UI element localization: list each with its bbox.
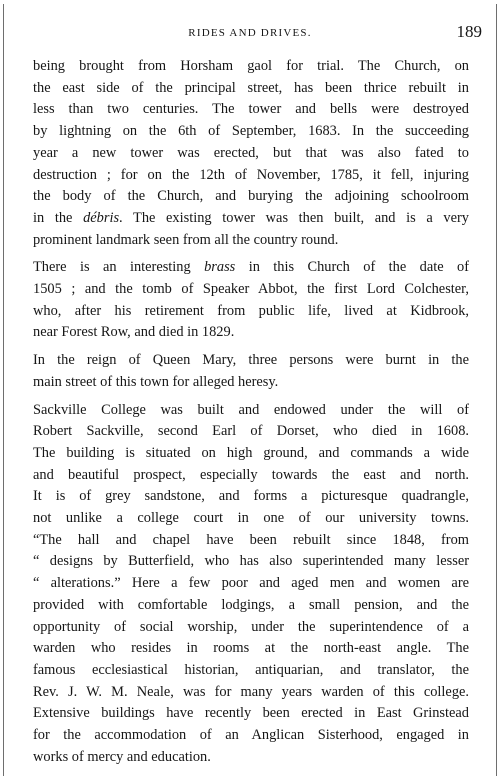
text-line: works of mercy and education. <box>33 748 211 765</box>
text-line: There is an interesting brass in this Church of the date of <box>33 259 469 276</box>
text-line: In the reign of Queen Mary, three persons were burnt in the <box>33 352 469 369</box>
text-line: and beautiful prospect, especially towards the east and north. <box>33 466 469 483</box>
text-line: not unlike a college court in one of our university towns. <box>33 510 469 527</box>
text-line: near Forest Row, and died in 1829. <box>33 324 235 341</box>
text-line: year a new tower was erected, but that was also fated to <box>33 144 469 161</box>
text-line: being brought from Horsham gaol for trial. The Church, on <box>33 58 469 74</box>
running-title: RIDES AND DRIVES. <box>188 27 312 39</box>
text-line: by lightning on the 6th of September, 1683. In the succeeding <box>33 123 469 140</box>
text-line: warden who resides in rooms at the north-east angle. The <box>33 640 469 657</box>
text-line: 1505 ; and the tomb of Speaker Abbot, the first Lord Colchester, <box>33 281 469 298</box>
italic-word: débris <box>83 209 120 226</box>
text-line: “The hall and chapel have been rebuilt since 1848, from <box>33 531 469 548</box>
body-text <box>33 56 469 775</box>
text-line: less than two centuries. The tower and bells were destroyed <box>33 101 469 118</box>
paragraph <box>33 400 469 769</box>
text-line: The building is situated on high ground, and commands a wide <box>33 444 469 461</box>
paragraph <box>33 257 469 344</box>
page-edge-right <box>496 4 497 776</box>
text-line: in the débris. The existing tower was then built, and is a very <box>33 209 469 226</box>
text-line: the body of the Church, and burying the adjoining schoolroom <box>33 188 469 205</box>
text-line: who, after his retirement from public life, lived at Kidbrook, <box>33 302 469 319</box>
text-line: Sackville College was built and endowed under the will of <box>33 401 469 418</box>
paragraph <box>33 350 469 393</box>
running-head <box>0 22 500 42</box>
text-line: Robert Sackville, second Earl of Dorset, who died in 1608. <box>33 423 469 440</box>
text-line: “ alterations.” Here a few poor and aged men and women are <box>33 575 469 592</box>
text-line: “ designs by Butterfield, who has also superintended many lesser <box>33 553 469 570</box>
text-line: the east side of the principal street, has been thrice rebuilt in <box>33 79 469 96</box>
text-line: Rev. J. W. M. Neale, was for many years warden of this college. <box>33 683 469 700</box>
text-line: provided with comfortable lodgings, a small pension, and the <box>33 596 469 613</box>
text-line: opportunity of social worship, under the superintendence of a <box>33 618 469 635</box>
text-line: famous ecclesiastical historian, antiquarian, and translator, the <box>33 661 469 678</box>
page-number: 189 <box>456 22 482 41</box>
text-line: for the accommodation of an Anglican Sisterhood, engaged in <box>33 727 469 744</box>
text-line: destruction ; for on the 12th of November, 1785, it fell, injuring <box>33 166 469 183</box>
paragraph <box>33 56 469 251</box>
text-line: prominent landmark seen from all the country round. <box>33 231 339 248</box>
page-edge-left <box>3 4 4 776</box>
italic-word: brass <box>204 259 236 276</box>
text-line: Extensive buildings have recently been erected in East Grinstead <box>33 705 469 722</box>
text-line: main street of this town for alleged heresy. <box>33 373 279 390</box>
text-line: It is of grey sandstone, and forms a picturesque quadrangle, <box>33 488 469 505</box>
